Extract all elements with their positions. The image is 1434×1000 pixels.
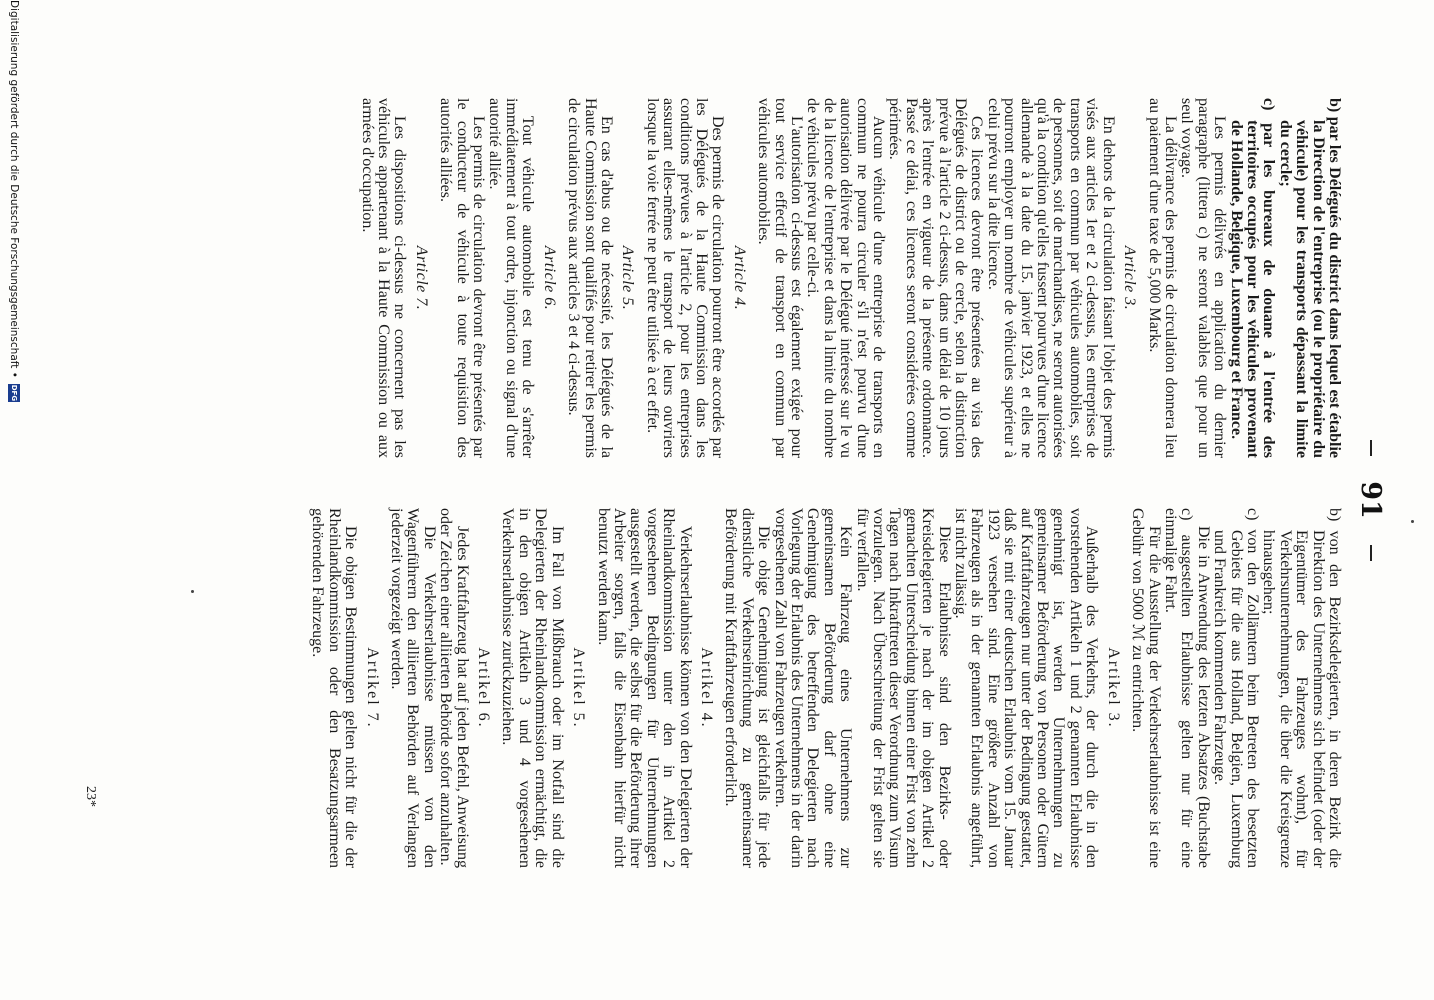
fr-paragraph: L'autorisation ci-dessus est également exigée pour tout service effectif de transport en commun par véhicules automobiles. [755,98,805,458]
fr-article-3-heading: Article 3. [1121,245,1139,311]
de-article-3-heading: Artikel 3. [1104,647,1122,729]
de-paragraph: Außerhalb des Verkehrs, der durch die in den vorstehenden Artikeln 1 und 2 genannten Erlaubnisse genehmigt ist, werden Unternehmungen zu gemeinsamer Beförderung von Personen oder Gütern auf Kraftfahrzeugen nur unter der Bedingung gestattet, daß sie mit einer deutschen Erlaubnis vom 15. Januar 1923 versehen sind. Eine größere Anzahl von Fahrzeugen als in der genannten Erlaubnis angeführt, ist nicht zulässig. [952,508,1101,868]
fr-paragraph: Tout véhicule automobile est tenu de s'arrêter immédiatement à tout ordre, injonction ou signal d'une autorité alliée. [486,98,537,458]
fr-paragraph: Les permis de circulation devront être présentés par le conducteur de véhicule à toute requisition des autorités alliées. [437,98,488,458]
de-item-b: b) von den Bezirksdelegierten, in deren Bezirk die Direktion des Unternehmens sich befindet (oder der Eigentümer des Fahrzeuges wohnt), für Verkehrsunternehmungen, die über die Kreisgrenze hinausgehen; [1260,508,1343,868]
fr-paragraph: En cas d'abus ou de nécessité, les Délégués de la Haute Commission sont qualifiés pour retirer les permis de circulation prévus aux articles 3 et 4 ci-dessus. [565,98,615,458]
de-article-4-heading: Artikel 4. [697,647,715,729]
fr-paragraph: La délivrance des permis de circulation donnera lieu au paiement d'une taxe de 5,000 Marks. [1145,98,1179,458]
de-paragraph: Die obigen Bestimmungen gelten nicht für die der Rheinlandkommission oder den Besatzungsarmeen gehörenden Fahrzeuge. [309,508,360,868]
fr-article-4-heading: Article 4. [730,245,748,311]
fr-article-7-heading: Article 7. [412,245,430,311]
dfg-logo: DFG [10,384,18,402]
de-paragraph: Die in Anwendung des letzten Absatzes (Buchstabe c) ausgestellten Erlaubnisse gelten nur für eine einmalige Fahrt. [1161,508,1212,868]
de-article-6-heading: Artikel 6. [475,647,493,729]
de-article-5-heading: Artikel 5. [570,647,588,729]
fr-article-6-heading: Article 6. [540,245,558,311]
de-paragraph: Verkehrserlaubnisse können von den Delegierten der Rheinlandkommission unter den in Artikel 2 vorgesehenen Bedingungen für Unternehmungen ausgestellt werden, die selbst für die Beförderung ihrer Arbeiter sorgen, falls die Eisenbahn hierfür nicht benutzt werden kann. [594,508,694,868]
digitization-credit [8,0,20,1000]
fr-paragraph: Aucun véhicule d'une entreprise de transports en commun ne pourra circuler s'il n'est pourvu d'une autorisation délivrée par le Délégué intéressé sur le vu de la licence de l'entreprise et dans la limite du nombre de véhicules prévu par celle-ci. [804,98,888,458]
de-paragraph: Diese Erlaubnisse sind den Bezirks- oder Kreisdelegierten je nach der im obigen Artikel 2 gemachten Unterscheidung binnen einer Frist von zehn Tagen nach Inkrafttreten dieser Verordnung zum Visum vorzulegen. Nach Überschreitung der Frist gelten sie für verfallen. [853,508,953,868]
fr-item-b: b) par les Délégués du district dans lequel est établie la Direction de l'entreprise (ou le propriétaire du véhicule) pour les transports dépassant la limite du cercle; [1276,98,1343,458]
de-paragraph: Die obige Genehmigung ist gleichfalls für jede dienstliche Verkehrseinrichtung zu gemeinsamer Beförderung mit Kraftfahrzeugen erforderlich. [722,508,773,868]
fr-paragraph: Des permis de circulation pourront être accordés par les Délégués de la Haute Commission dans les conditions prévues à l'article 2, pour les entreprises assurant elles-mêmes le transport de leurs ouvriers lorsque la voie ferrée ne peut être utilisée à cet effet. [643,98,727,458]
fr-paragraph: Les permis délivrés en application du dernier paragraphe (littera c) ne seront valables que pour un seul voyage. [1178,98,1229,458]
signature-mark: 23* [83,786,98,807]
scan-speck [191,590,194,593]
fr-paragraph: Les dispositions ci-dessus ne concernent pas les véhicules appartenant à la Haute Commission ou aux armées d'occupation. [358,98,409,458]
french-column [358,98,1342,458]
de-item-c: c) von den Zollämtern beim Betreten des besetzten Gebiets für die aus Holland, Belgien, Luxemburg und Frankreich kommenden Fahrzeuge. [1211,508,1261,868]
de-paragraph: Jedes Kraftfahrzeug hat auf jeden Befehl, Anweisung oder Zeichen einer alliierten Behörde sofort anzuhalten. [437,508,471,868]
de-paragraph: Die Verkehrserlaubnisse müssen von den Wagenführern den alliierten Behörden auf Verlangen jederzeit vorgezeigt werden. [388,508,438,868]
german-column [309,508,1342,868]
de-article-7-heading: Artikel 7. [363,647,381,729]
page-number-dash-left [1370,440,1372,456]
fr-item-c: c) par les bureaux de douane à l'entrée des territoires occupés pour les véhicules provenant de Hollande, Belgique, Luxembourg et France. [1227,98,1278,458]
fr-paragraph: Ces licences devront être présentées au visa des Délégués de district ou de cercle, selon la distinction prévue à l'article 2 ci-dessus, dans un délai de 10 jours après l'entrée en vigueur de la présente ordonnance. Passé ce délai, ces licences seront considérées comme périmées. [886,98,986,458]
credit-text: Digitalisierung gefördert durch die Deutsche Forschungsgemeinschaft • [8,0,20,378]
scan-speck [1411,520,1414,523]
de-paragraph: Im Fall von Mißbrauch oder im Notfall sind die Delegierten der Rheinlandkommission ermächtigt, die in den obigen Artikeln 3 und 4 vorgesehenen Verkehrserlaubnisse zurückzuziehen. [499,508,566,868]
de-paragraph: Für die Ausstellung der Verkehrserlaubnisse ist eine Gebühr von 5000 ℳ zu entrichten. [1129,508,1163,868]
de-paragraph: Kein Fahrzeug eines Unternehmens zur gemeinsamen Beförderung darf ohne eine Genehmigung des betreffenden Delegierten nach Vorlegung der Erlaubnis des Unternehmens in der darin vorgesehenen Zahl von Fahrzeugen verkehren. [771,508,855,868]
page-number: 91 [1355,481,1386,519]
fr-article-5-heading: Article 5. [619,245,637,311]
fr-paragraph: En dehors de la circulation faisant l'objet des permis visés aux articles 1er et 2 ci-dessus, les entreprises de transports en commun par véhicules automobiles, soit de personnes, soit de marchandises, ne seront autorisées qu'à la condition qu'elles fussent pourvues d'une licence allemande à la date du 15. janvier 1923, et elles ne pourront employer un nombre de véhicules supérieur à celui prévu sur la dite licence. [984,98,1117,458]
page-number-dash-right [1370,545,1372,561]
